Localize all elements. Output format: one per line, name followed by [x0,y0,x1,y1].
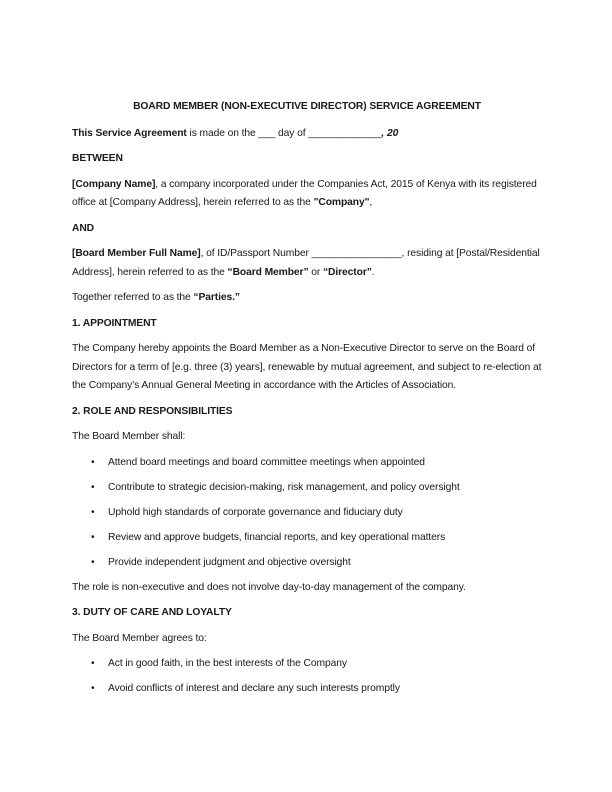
list-item-text: Contribute to strategic decision-making, risk management, and policy oversight [108,481,460,493]
duty-intro: The Board Member agrees to: [72,632,207,644]
intro-lead: This Service Agreement [72,127,187,139]
member-or: or [308,266,323,278]
company-text: , a company incorporated under the Companies Act, 2015 of Kenya with its registered office at [Company Address], herein referred to as the [72,178,537,208]
company-name: [Company Name] [72,178,156,190]
intro-text: is made on the ___ day of _____________ [186,127,382,139]
and-label: AND [72,222,95,234]
section-heading-role: 2. ROLE AND RESPONSIBILITIES [72,405,233,417]
section-heading-appointment: 1. APPOINTMENT [72,317,157,329]
role-closing: The role is non-executive and does not involve day-to-day management of the company. [72,581,466,593]
list-item [72,504,542,523]
list-item-text: Act in good faith, in the best interests of the Company [108,658,347,669]
parties-paragraph [72,289,542,308]
list-item [72,554,542,573]
parties-alias: “Parties.” [193,292,240,303]
list-item-text: Avoid conflicts of interest and declare any such interests promptly [108,683,400,694]
appointment-paragraph: The Company hereby appoints the Board Member as a Non-Executive Director to serve on the Board of Directors for a term of [e.g. three (3) years], renewable by mutual agreement, and subject to re-election at the Company’s Annual General Meeting in accordance with the Articles of Association. [72,343,542,391]
list-item-text: Attend board meetings and board committee meetings when appointed [108,456,425,468]
section-heading-duty: 3. DUTY OF CARE AND LOYALTY [72,607,232,618]
intro-paragraph [72,125,542,144]
list-item-text: Review and approve budgets, financial reports, and key operational matters [108,531,446,543]
list-item [72,479,542,498]
duty-list [72,655,542,699]
bullet-icon: • [91,658,95,669]
company-end: , [369,197,373,208]
agreement-body [72,98,542,705]
list-item [72,655,542,674]
role-list [72,454,542,573]
parties-text: Together referred to as the [72,292,194,303]
company-paragraph [72,176,542,213]
document-title: BOARD MEMBER (NON-EXECUTIVE DIRECTOR) SERVICE AGREEMENT [133,101,481,112]
list-item [72,529,542,548]
member-text: , of ID/Passport Number ________________, residing at [Postal/Residential Address], herein referred to as the [72,248,540,278]
member-name: [Board Member Full Name] [72,248,201,259]
member-alias-2: “Director” [323,266,372,278]
list-item [72,454,542,473]
company-alias: "Company" [313,197,370,208]
intro-year: , 20 [381,127,399,139]
bullet-icon: • [91,531,95,543]
list-item [72,680,542,699]
bullet-icon: • [91,683,95,694]
list-item-text: Provide independent judgment and objective oversight [108,556,351,568]
list-item-text: Uphold high standards of corporate governance and fiduciary duty [108,506,403,518]
between-label: BETWEEN [72,153,123,164]
bullet-icon: • [91,481,95,493]
member-paragraph [72,245,542,282]
member-end: . [371,266,375,278]
bullet-icon: • [91,506,95,518]
bullet-icon: • [91,556,95,568]
bullet-icon: • [91,456,95,468]
role-intro: The Board Member shall: [72,431,186,442]
member-alias-1: “Board Member” [227,266,309,278]
